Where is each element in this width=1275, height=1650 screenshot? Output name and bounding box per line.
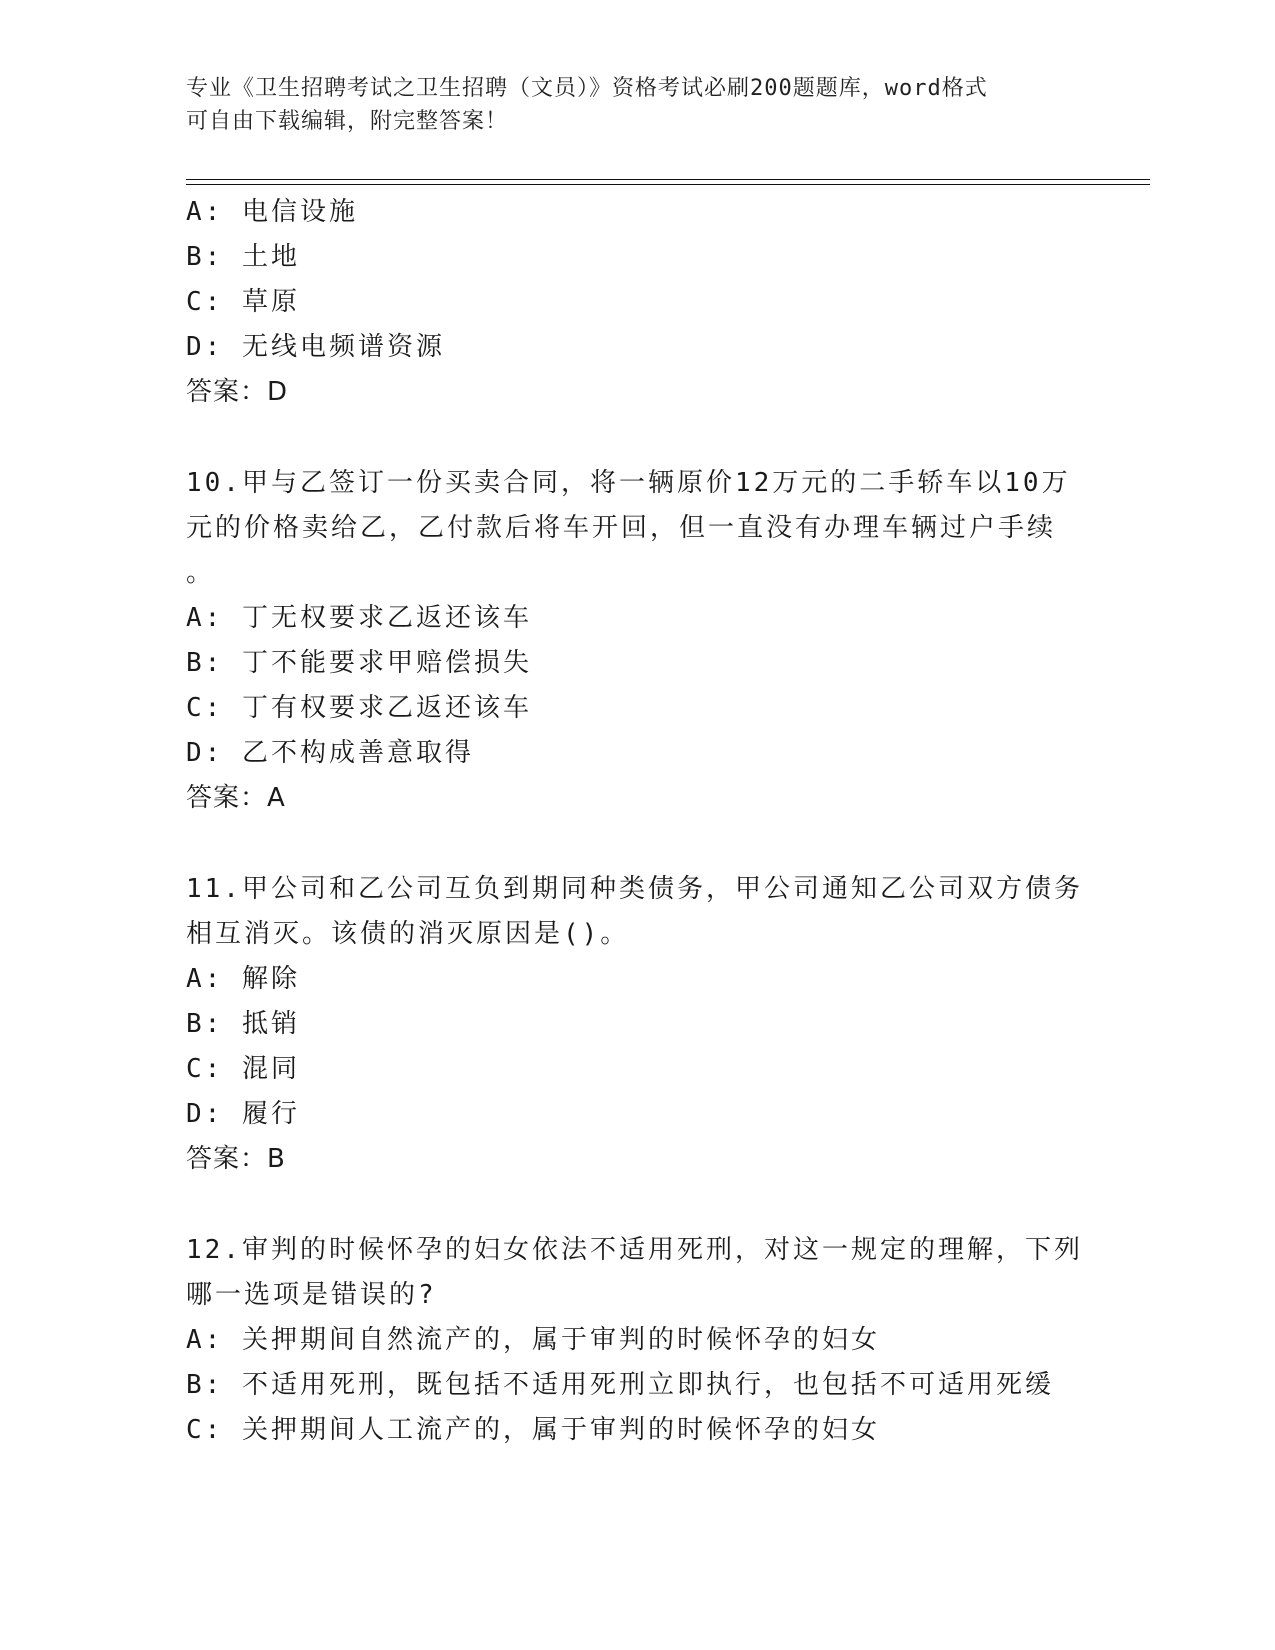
option-c: C: 混同 — [186, 1054, 300, 1084]
option-b: B: 抵销 — [186, 1009, 300, 1039]
question-text-line: 元的价格卖给乙，乙付款后将车开回，但一直没有办理车辆过户手续 — [186, 513, 1057, 543]
header-line-2: 可自由下载编辑，附完整答案！ — [186, 109, 509, 134]
answer-line: 答案：A — [186, 783, 286, 813]
option-d: D: 履行 — [186, 1099, 300, 1129]
question-12 — [186, 1228, 1086, 1453]
question-text-line: 11.甲公司和乙公司互负到期同种类债务，甲公司通知乙公司双方债务 — [186, 874, 1083, 904]
option-a: A: 丁无权要求乙返还该车 — [186, 603, 532, 633]
option-c: C: 关押期间人工流产的，属于审判的时候怀孕的妇女 — [186, 1415, 880, 1445]
option-a: A: 关押期间自然流产的，属于审判的时候怀孕的妇女 — [186, 1325, 880, 1355]
option-d: D: 无线电频谱资源 — [186, 332, 445, 362]
answer-line: 答案：B — [186, 1144, 286, 1174]
option-a: A: 解除 — [186, 964, 300, 994]
header-rule-bottom — [186, 184, 1150, 185]
question-text-line: 哪一选项是错误的? — [186, 1280, 437, 1310]
question-text-line: 相互消灭。该债的消灭原因是()。 — [186, 919, 630, 949]
question-text-line: 12.审判的时候怀孕的妇女依法不适用死刑，对这一规定的理解，下列 — [186, 1235, 1083, 1265]
option-b: B: 丁不能要求甲赔偿损失 — [186, 648, 532, 678]
header-line-1: 专业《卫生招聘考试之卫生招聘（文员）》资格考试必刷200题题库，word格式 — [186, 76, 988, 101]
header-rule-top — [186, 179, 1150, 180]
document-header — [186, 72, 1086, 138]
option-a: A: 电信设施 — [186, 197, 358, 227]
option-c: C: 草原 — [186, 287, 300, 317]
question-11 — [186, 867, 1086, 1182]
question-text-line: 10.甲与乙签订一份买卖合同，将一辆原价12万元的二手轿车以10万 — [186, 468, 1071, 498]
option-b: B: 土地 — [186, 242, 300, 272]
option-b: B: 不适用死刑，既包括不适用死刑立即执行，也包括不可适用死缓 — [186, 1370, 1054, 1400]
answer-line: 答案：D — [186, 377, 289, 407]
document-body — [186, 190, 1086, 1453]
question-block-continued — [186, 190, 1086, 415]
question-text-line: 。 — [186, 558, 216, 588]
question-10 — [186, 461, 1086, 821]
option-d: D: 乙不构成善意取得 — [186, 738, 474, 768]
option-c: C: 丁有权要求乙返还该车 — [186, 693, 532, 723]
